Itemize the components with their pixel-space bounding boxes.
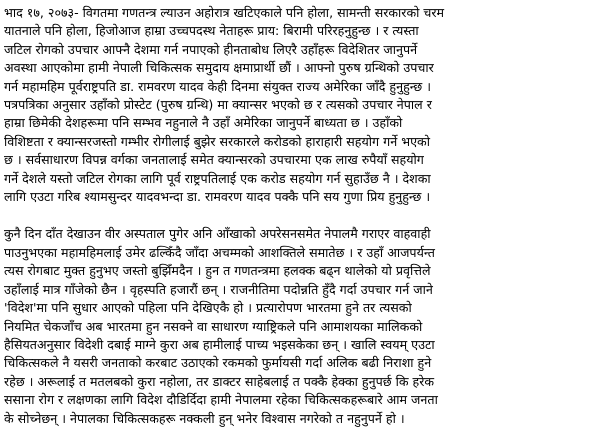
paragraph-gap: [4, 206, 608, 225]
text-line: 'विदेश'मा पनि सुधार आएको पहिला पनि देखिएकै हो । प्रत्यारोपण भारतमा हुने तर त्यसको: [4, 300, 412, 316]
text-line: छ । सर्वसाधारण विपन्न वर्गका जनतालाई समेत क्यान्सरको उपचारमा एक लाख रुपैयाँ सहयोग: [4, 152, 424, 168]
text-line: नियमित चेकजाँच अब भारतमा हुन नसक्ने वा साधारण ग्याष्ट्रिकले पनि आमाशयका मालिकको: [4, 318, 423, 334]
text-line: लागि एउटा गरिब श्यामसुन्दर यादवभन्दा डा. रामवरण यादव पक्कै पनि सय गुणा प्रिय हुनुहुन्छ ।: [4, 189, 431, 205]
text-line: भाद १७, २०७३- विगतमा गणतन्त्र ल्याउन अहोरात्र खटिएकाले पनि होला, सामन्ती सरकारको चरम: [4, 5, 445, 20]
text-line: विशिष्टता र क्यान्सरजस्तो गम्भीर रोगीलाई बुझेर सरकारले करोडको हाराहारी सहयोग गर्ने भएको: [4, 133, 430, 149]
text-line: जटिल रोगको उपचार आफ्नै देशमा गर्न नपाएको हीनताबोध लिएरै उहाँहरू विदेशितर जानुपर्ने: [4, 41, 418, 57]
paragraph-1: [4, 4, 608, 206]
text-line: हैसियतअनुसार विदेशी दबाई माग्ने कुरा अब हामीलाई पाच्य भइसकेका छन् । खालि स्वयम् एउटा: [4, 336, 435, 352]
text-line: गर्ने देशले यस्तो जटिल रोगका लागि पूर्व राष्ट्रपतिलाई एक करोड सहयोग गर्न सुहाउँछ नै । देशका: [4, 170, 431, 186]
text-line: कुनै दिन दाँत देखाउन वीर अस्पताल पुगेर अनि आँखाको अपरेसनसमेत नेपालमै गराएर वाहवाही: [4, 226, 431, 242]
text-line: पाउनुभएका महामहिमलाई उमेर ढल्किँदै जाँदा अचम्मको आशक्तिले समातेछ । र उहाँ आजपर्यन्त: [4, 244, 435, 260]
text-line: त्यस रोगबाट मुक्त हुनुभए जस्तो बुझिँमदैन । हुन त गणतन्त्रमा हलक्क बढ्न थालेको यो प्रवृत्तिले: [4, 263, 431, 279]
text-line: के सोच्नेछन् । नेपालका चिकित्सकहरू नक्कली हुन् भनेर विश्वास नगरेको त नहुनुपर्ने हो ।: [4, 410, 405, 426]
paragraph-2: [4, 225, 608, 427]
text-line: चिकित्सकले नै यसरी जनताको करबाट उठाएको रकमको फुर्मायसी गर्दा अलिक बढी निराशा हुने: [4, 355, 432, 371]
text-line: उहाँलाई मात्र गाँजेको छैन । वृहस्पति हजारौं छन् । राजनीतिमा पदोन्नति हुँदै गर्दा उपचार गर्न जाने: [4, 281, 433, 297]
text-line: रहेछ । अरूलाई त मतलबको कुरा नहोला, तर डाक्टर साहेबलाई त पक्कै हेक्का हुनुपर्छ कि हरेक: [4, 373, 435, 389]
text-line: हाम्रा छिमेकी देशहरूमा पनि सम्भव नहुनाले नै उहाँ अमेरिका जानुपर्ने बाध्यता छ । उहाँको: [4, 115, 403, 131]
article-text: [4, 4, 608, 441]
text-line: ससाना रोग र लक्षणका लागि विदेश दौडिर्दिदा हामी नेपालमा रहेका चिकित्सकहरूबारे आम जनता: [4, 392, 438, 408]
text-line: यातनाले पनि होला, हिजोआज हाम्रा उच्चपदस्थ नेताहरू प्राय: बिरामी परिरहनुहुन्छ । र त्यस्ता: [4, 23, 419, 39]
text-line: गर्न महामहिम पूर्वराष्ट्रपति डा. रामवरण यादव केही दिनमा संयुक्त राज्य अमेरिका जाँदै हुनुहुन्छ ।: [4, 78, 431, 94]
text-line: पत्रपत्रिका अनुसार उहाँको प्रोस्टेट (पुरुष ग्रन्थि) मा क्यान्सर भएको छ र त्यसको उपचार नेपाल र: [4, 97, 432, 113]
text-line: अवस्था आएकोमा हामी नेपाली चिकित्सक समुदाय क्षमाप्रार्थी छौं । आफ्नो पुरुष ग्रन्थिको उपचार: [4, 60, 434, 76]
